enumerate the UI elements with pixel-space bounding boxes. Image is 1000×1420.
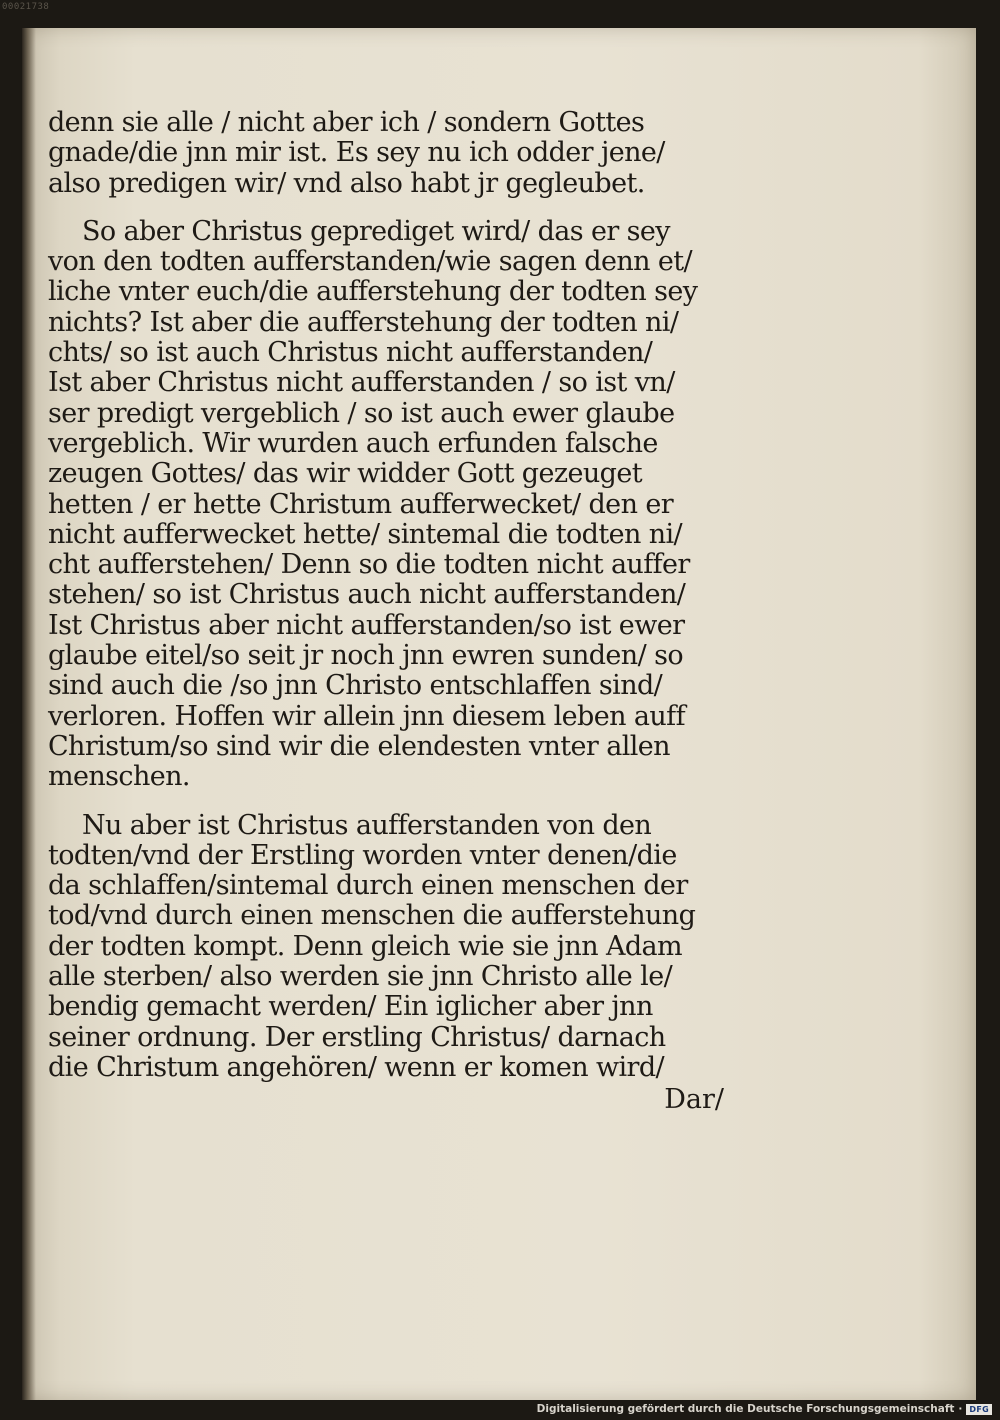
text-line: tod/vnd durch einen menschen die aufferstehung — [48, 900, 696, 932]
text-line: da schlaffen/sintemal durch einen menschen der — [48, 870, 688, 902]
dfg-logo-icon: DFG — [966, 1404, 992, 1415]
text-line: denn sie alle / nicht aber ich / sondern Gottes — [48, 107, 645, 138]
catchword: Dar/ — [664, 1084, 724, 1116]
document-page — [22, 28, 976, 1400]
scan-id-label: 00021738 — [2, 2, 50, 12]
text-line: gnade/die jnn mir ist. Es sey nu ich odder jene/ — [48, 137, 665, 169]
funding-text: Digitalisierung gefördert durch die Deutsche Forschungsgemeinschaft — [536, 1403, 955, 1415]
text-line: Ist Christus aber nicht aufferstanden/so ist ewer — [48, 609, 685, 641]
text-line: vergeblich. Wir wurden auch erfunden falsche — [48, 427, 658, 459]
funding-footer — [537, 1402, 992, 1416]
text-line: bendig gemacht werden/ Ein iglicher aber jnn — [48, 991, 653, 1023]
text-line: von den todten aufferstanden/wie sagen denn et/ — [48, 246, 693, 278]
text-line: todten/vnd der Erstling worden vnter denen/die — [48, 839, 677, 871]
text-line: verloren. Hoffen wir allein jnn diesem leben auff — [48, 700, 685, 732]
paragraph-1 — [48, 108, 728, 199]
page-binding-shadow — [22, 28, 36, 1400]
text-line: alle sterben/ also werden sie jnn Christo alle le/ — [48, 961, 673, 993]
text-line: hetten / er hette Christum aufferwecket/ den er — [48, 488, 674, 520]
text-line: glaube eitel/so seit jr noch jnn ewren sunden/ so — [48, 640, 683, 672]
text-line: So aber Christus geprediget wird/ das er sey — [82, 215, 670, 247]
text-line: Ist aber Christus nicht aufferstanden / so ist vn/ — [48, 367, 675, 399]
page-text — [48, 108, 728, 1134]
text-line: chts/ so ist auch Christus nicht aufferstanden/ — [48, 337, 653, 369]
text-line: nichts? Ist aber die aufferstehung der todten ni/ — [48, 306, 679, 338]
text-line: seiner ordnung. Der erstling Christus/ darnach — [48, 1021, 666, 1053]
text-line: menschen. — [48, 761, 190, 793]
text-line: liche vnter euch/die aufferstehung der todten sey — [48, 276, 698, 308]
text-line: ser predigt vergeblich / so ist auch ewer glaube — [48, 397, 675, 429]
text-line: also predigen wir/ vnd also habt jr gegleubet. — [48, 167, 645, 199]
separator-dot: · — [958, 1403, 963, 1415]
text-line: nicht aufferwecket hette/ sintemal die todten ni/ — [48, 518, 683, 550]
text-line: der todten kompt. Denn gleich wie sie jnn Adam — [48, 930, 683, 962]
text-line: cht aufferstehen/ Denn so die todten nicht auffer — [48, 549, 690, 581]
text-line: stehen/ so ist Christus auch nicht aufferstanden/ — [48, 579, 686, 611]
text-line: Nu aber ist Christus aufferstanden von den — [82, 809, 652, 841]
text-line: sind auch die /so jnn Christo entschlaffen sind/ — [48, 670, 663, 702]
text-line: Christum/so sind wir die elendesten vnter allen — [48, 730, 670, 762]
text-line: zeugen Gottes/ das wir widder Gott gezeuget — [48, 458, 642, 490]
text-line: die Christum angehören/ wenn er komen wird/ — [48, 1051, 665, 1083]
paragraph-3 — [48, 811, 728, 1116]
paragraph-2 — [48, 217, 728, 793]
